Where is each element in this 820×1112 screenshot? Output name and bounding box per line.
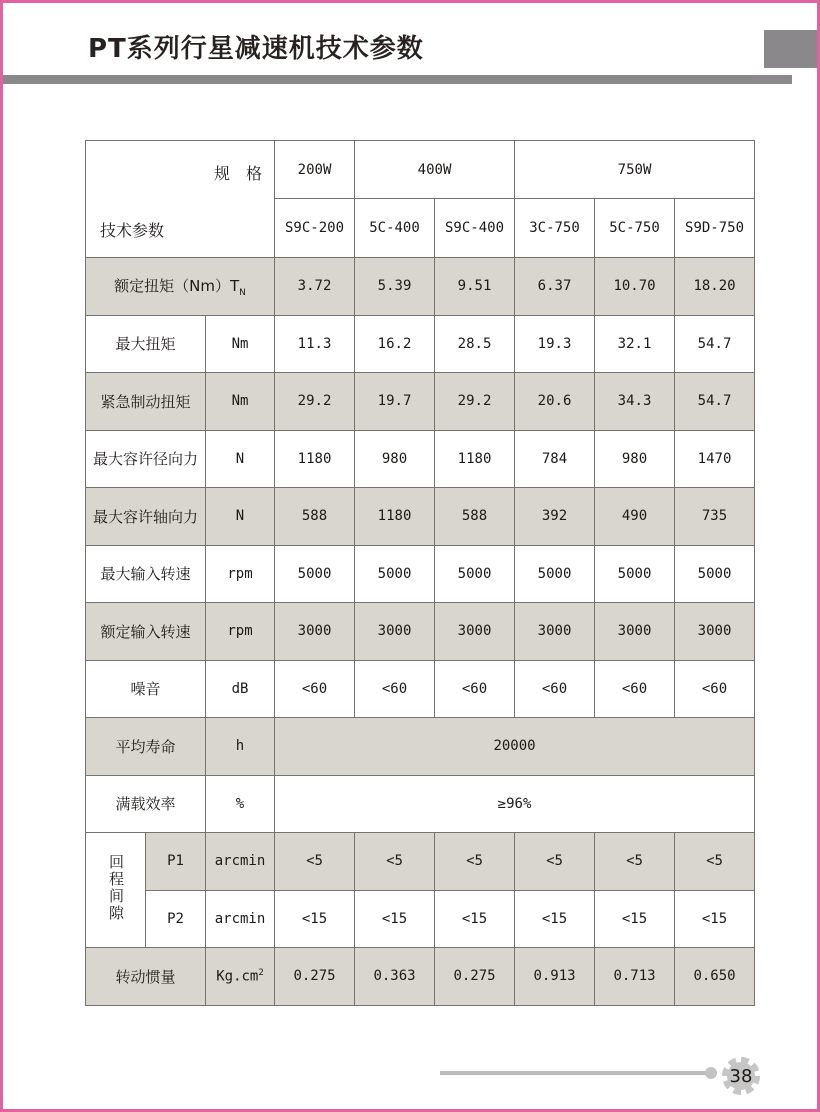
row-label-rated-input-speed: 额定输入转速 <box>86 603 206 661</box>
row-label-max-torque: 最大扭矩 <box>86 315 206 373</box>
value-cell: 10.70 <box>595 258 675 316</box>
unit-cell: N <box>206 430 275 488</box>
value-cell: 19.7 <box>355 373 435 431</box>
unit-cell: h <box>206 718 275 776</box>
value-cell: 5000 <box>275 545 355 603</box>
value-cell: 3.72 <box>275 258 355 316</box>
value-cell: <60 <box>515 660 595 718</box>
footer-divider-line <box>440 1071 708 1075</box>
model-header: S9C-200 <box>275 199 355 258</box>
value-cell: <60 <box>595 660 675 718</box>
value-cell: 20.6 <box>515 373 595 431</box>
corner-header-cell <box>86 141 275 258</box>
spec-table <box>85 140 755 1006</box>
table-row <box>86 258 755 316</box>
unit-superscript: 2 <box>258 967 264 978</box>
table-row <box>86 488 755 546</box>
table-row <box>86 373 755 431</box>
value-cell: 0.363 <box>355 948 435 1006</box>
value-cell: <15 <box>355 890 435 948</box>
value-cell: 19.3 <box>515 315 595 373</box>
value-cell: <15 <box>515 890 595 948</box>
unit-cell: rpm <box>206 603 275 661</box>
value-cell: 3000 <box>515 603 595 661</box>
value-cell: 1180 <box>275 430 355 488</box>
value-cell: <15 <box>275 890 355 948</box>
value-cell: 1180 <box>355 488 435 546</box>
value-cell: 5000 <box>355 545 435 603</box>
value-cell: 392 <box>515 488 595 546</box>
value-cell: <15 <box>675 890 755 948</box>
unit-cell: % <box>206 775 275 833</box>
param-header-label: 技术参数 <box>100 221 165 240</box>
value-cell: 5000 <box>675 545 755 603</box>
unit-text: Kg.cm <box>216 968 259 985</box>
table-row <box>86 315 755 373</box>
unit-cell: Nm <box>206 315 275 373</box>
row-label-rated-torque <box>86 258 275 316</box>
unit-cell: dB <box>206 660 275 718</box>
value-cell-span: 20000 <box>275 718 755 776</box>
value-cell: <5 <box>515 833 595 891</box>
value-cell: <15 <box>595 890 675 948</box>
table-row <box>86 948 755 1006</box>
value-cell: 54.7 <box>675 315 755 373</box>
spec-header-label: 规 格 <box>214 164 263 183</box>
value-cell: 3000 <box>595 603 675 661</box>
model-header: 5C-750 <box>595 199 675 258</box>
row-label-backlash-group <box>86 833 146 948</box>
row-label-backlash-p2: P2 <box>146 890 206 948</box>
value-cell: <5 <box>435 833 515 891</box>
unit-cell: arcmin <box>206 833 275 891</box>
row-label-full-load-efficiency: 满载效率 <box>86 775 206 833</box>
value-cell: 980 <box>595 430 675 488</box>
table-row <box>86 833 755 891</box>
value-cell: 0.713 <box>595 948 675 1006</box>
value-cell: 0.275 <box>435 948 515 1006</box>
value-cell: <60 <box>275 660 355 718</box>
value-cell: <5 <box>355 833 435 891</box>
table-row <box>86 545 755 603</box>
table-row <box>86 603 755 661</box>
value-cell: 0.650 <box>675 948 755 1006</box>
value-cell: 3000 <box>275 603 355 661</box>
unit-cell: N <box>206 488 275 546</box>
row-label-max-axial-force: 最大容许轴向力 <box>86 488 206 546</box>
model-header: 5C-400 <box>355 199 435 258</box>
backlash-vertical-label: 回程间隙 <box>107 854 125 922</box>
value-cell: 5000 <box>595 545 675 603</box>
value-cell: 9.51 <box>435 258 515 316</box>
value-cell: 3000 <box>355 603 435 661</box>
value-cell: <5 <box>595 833 675 891</box>
unit-cell: Nm <box>206 373 275 431</box>
value-cell: 0.275 <box>275 948 355 1006</box>
value-cell: 29.2 <box>275 373 355 431</box>
value-cell: 588 <box>275 488 355 546</box>
value-cell: 3000 <box>675 603 755 661</box>
value-cell: 32.1 <box>595 315 675 373</box>
model-header: S9D-750 <box>675 199 755 258</box>
model-header: S9C-400 <box>435 199 515 258</box>
value-cell: 54.7 <box>675 373 755 431</box>
unit-cell: arcmin <box>206 890 275 948</box>
row-label-backlash-p1: P1 <box>146 833 206 891</box>
value-cell: <60 <box>675 660 755 718</box>
value-cell: 3000 <box>435 603 515 661</box>
power-header-400w: 400W <box>355 141 515 199</box>
page-number-gear-icon <box>718 1053 764 1099</box>
value-cell: 5000 <box>515 545 595 603</box>
value-cell: <60 <box>355 660 435 718</box>
unit-cell: rpm <box>206 545 275 603</box>
value-cell: 1180 <box>435 430 515 488</box>
title-underline-bar <box>0 75 792 84</box>
value-cell: 11.3 <box>275 315 355 373</box>
page-number: 38 <box>729 1066 753 1087</box>
table-row <box>86 718 755 776</box>
table-row <box>86 141 755 199</box>
value-cell: <15 <box>435 890 515 948</box>
value-cell: 5.39 <box>355 258 435 316</box>
row-label-subscript: N <box>239 287 246 298</box>
power-header-750w: 750W <box>515 141 755 199</box>
footer-line-dot <box>705 1067 717 1079</box>
value-cell: <5 <box>275 833 355 891</box>
value-cell: 5000 <box>435 545 515 603</box>
value-cell-span: ≥96% <box>275 775 755 833</box>
header-corner-square <box>764 30 818 68</box>
value-cell: 980 <box>355 430 435 488</box>
row-label-max-input-speed: 最大输入转速 <box>86 545 206 603</box>
table-row <box>86 775 755 833</box>
value-cell: 18.20 <box>675 258 755 316</box>
value-cell: 16.2 <box>355 315 435 373</box>
value-cell: <5 <box>675 833 755 891</box>
value-cell: 28.5 <box>435 315 515 373</box>
row-label-noise: 噪音 <box>86 660 206 718</box>
table-row <box>86 660 755 718</box>
row-label-max-radial-force: 最大容许径向力 <box>86 430 206 488</box>
unit-cell <box>206 948 275 1006</box>
value-cell: 490 <box>595 488 675 546</box>
model-header: 3C-750 <box>515 199 595 258</box>
value-cell: 29.2 <box>435 373 515 431</box>
value-cell: 1470 <box>675 430 755 488</box>
value-cell: 34.3 <box>595 373 675 431</box>
value-cell: 0.913 <box>515 948 595 1006</box>
value-cell: <60 <box>435 660 515 718</box>
value-cell: 588 <box>435 488 515 546</box>
row-label-avg-life: 平均寿命 <box>86 718 206 776</box>
power-header-200w: 200W <box>275 141 355 199</box>
table-row <box>86 890 755 948</box>
row-label-rotary-inertia: 转动惯量 <box>86 948 206 1006</box>
row-label-emergency-brake-torque: 紧急制动扭矩 <box>86 373 206 431</box>
value-cell: 6.37 <box>515 258 595 316</box>
value-cell: 784 <box>515 430 595 488</box>
row-label-text: 额定扭矩（Nm）T <box>114 276 240 295</box>
value-cell: 735 <box>675 488 755 546</box>
page-title: PT系列行星减速机技术参数 <box>88 34 424 64</box>
table-row <box>86 430 755 488</box>
